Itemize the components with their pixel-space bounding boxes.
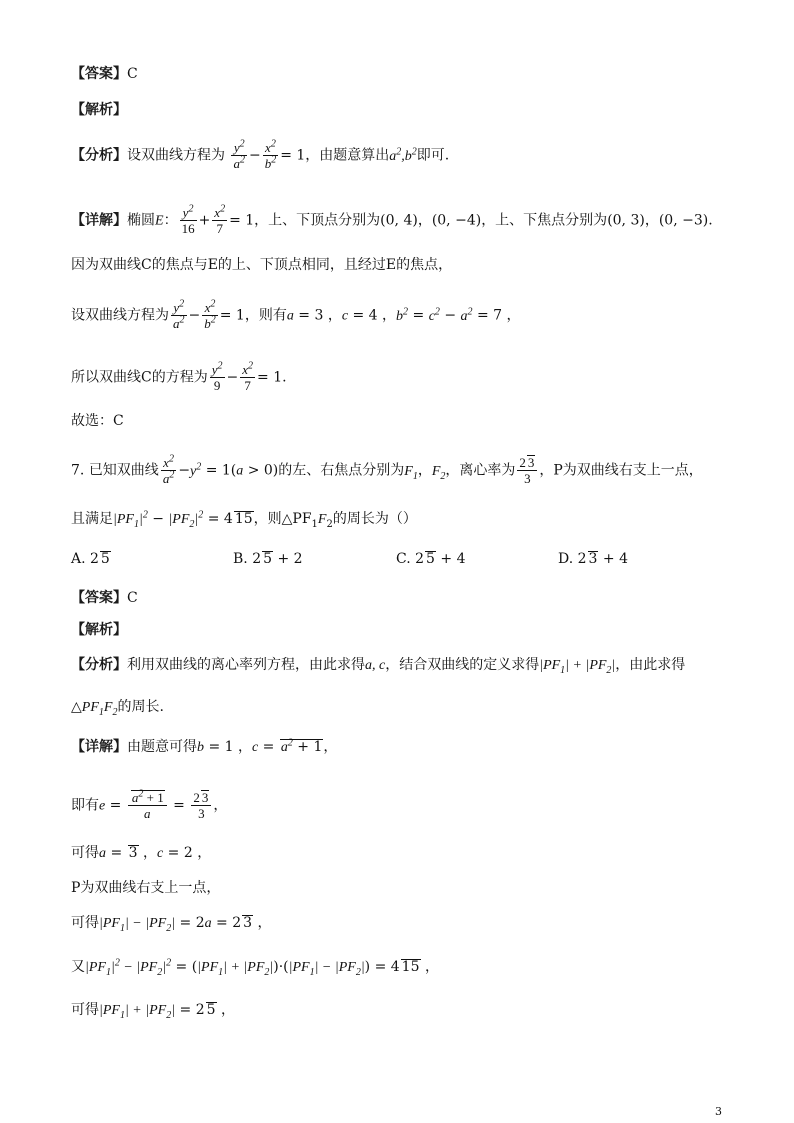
q6-line3-text-b: ，则有 — [244, 307, 287, 324]
xiangjie-label: 【详解】 — [71, 212, 127, 229]
analysis-label: 【解析】 — [71, 622, 127, 638]
q6-fenxi-text-c: 即可. — [416, 147, 450, 164]
q6-detail-text-c: ，上、下焦点分别为 — [481, 212, 608, 229]
frac-x2-7: $\frac{x^2}{7}$ — [214, 203, 226, 236]
q7-fenxi2-text: 的周长. — [117, 699, 164, 715]
q7-l6-text: 又 — [71, 959, 85, 975]
fenxi-label: 【分析】 — [71, 147, 127, 164]
q7-detail-line-1: 【详解】由题意可得b = 1 ，$c = a^2 + 1$， — [71, 737, 338, 755]
q7-number: 7. — [71, 462, 85, 479]
option-d: D. 2 3 + 4 — [558, 551, 629, 567]
q6-detail-text-a: 椭圆 — [127, 212, 155, 229]
q6-fenxi-text-b: ，由题意算出 — [305, 147, 390, 164]
q7-l7-text: 可得 — [71, 1002, 99, 1018]
q7-fenxi-line: 【分析】利用双曲线的离心率列方程，由此求得a, c，结合双曲线的定义求得$|PF_1| + |PF_2|$，由此求得 — [71, 657, 686, 676]
q7-answer-value: C — [127, 590, 138, 606]
option-a-label: A. — [71, 551, 86, 567]
q6-line4-text-a: 所以双曲线C的方程为 — [71, 369, 208, 386]
q7-l2-text: 即有 — [71, 797, 99, 814]
q6-fenxi-text-a: 设双曲线方程为 — [127, 147, 225, 164]
q7-fenxi-text-c: ，由此求得 — [615, 657, 686, 673]
q6-line3-text-a: 设双曲线方程为 — [71, 307, 169, 324]
q6-detail-line-2: 因为双曲线C的焦点与E的上、下顶点相同，且经过E的焦点， — [71, 257, 453, 273]
q7-detail-line-6: 又$|PF_1|^2 - |PF_2|^2 = (|PF_1| + |PF_2|)\cdot(|PF_1| - |PF_2|) = 4$ 15 ， — [71, 957, 439, 978]
option-b: B. 2 5 + 2 — [233, 551, 303, 567]
q7-l3-text: 可得 — [71, 845, 99, 861]
frac-y2-16: $\frac{y^2}{16}$ — [181, 203, 195, 236]
q7-fenxi-line-2: $\triangle PF_1F_2$的周长. — [71, 699, 164, 718]
option-c: C. 2 5 + 4 — [396, 551, 466, 567]
frac-x2-b2: $\frac{x^2}{b^2}$ — [264, 138, 277, 171]
q7-stem2-text-b: ，则△PF — [253, 511, 312, 527]
q7-fenxi-text-b: ，结合双曲线的定义求得 — [385, 657, 540, 673]
analysis-label: 【解析】 — [71, 102, 127, 118]
q7-stem-text-b: 的左、右焦点分别为 — [278, 462, 405, 479]
page-number: 3 — [715, 1105, 722, 1118]
q7-fenxi-text-a: 利用双曲线的离心率列方程，由此求得 — [127, 657, 365, 673]
q7-stem-line-1: 7. 已知双曲线 $\frac{x^2}{a^2}$ $-y^2 = 1(a > 0)$的左、右焦点分别为$F_1$，$F_2$，离心率为 $\frac{2 3}{3}$ ，P为双曲线右支上一点， — [71, 453, 703, 486]
q6-choose-line: 故选：C — [71, 413, 124, 429]
q7-stem2-text-c: 的周长为（） — [332, 511, 417, 527]
q7-stem-text-a: 已知双曲线 — [88, 462, 159, 479]
q7-stem-text-d: ，P为双曲线右支上一点， — [539, 462, 703, 479]
q7-stem2-text-a: 且满足 — [71, 511, 113, 527]
option-a: A. 2 5 — [71, 551, 110, 567]
option-b-label: B. — [233, 551, 248, 567]
frac-y2-a2: $\frac{y^2}{a^2}$ — [233, 138, 245, 171]
q7-detail-line-5: 可得$|PF_1| - |PF_2| = 2a = 2$ 3 ， — [71, 915, 272, 934]
q6-answer-value: C — [127, 66, 138, 82]
q6-answer-line — [71, 64, 138, 84]
q7-detail-line-7: 可得$|PF_1| + |PF_2| = 2$ 5 ， — [71, 1002, 235, 1021]
q7-detail-line-3: 可得a = 3 ，c = 2 ， — [71, 845, 212, 861]
option-c-label: C. — [396, 551, 411, 567]
q7-stem-text-c: ，离心率为 — [445, 462, 516, 479]
q7-l5-text: 可得 — [71, 915, 99, 931]
q6-detail-text-b: ，上、下顶点分别为 — [254, 212, 381, 229]
answer-label: 【答案】 — [71, 66, 127, 82]
option-d-label: D. — [558, 551, 574, 567]
xiangjie-label: 【详解】 — [71, 739, 127, 755]
answer-label: 【答案】 — [71, 590, 127, 606]
fenxi-label: 【分析】 — [71, 657, 127, 673]
q6-detail-text-d: . — [708, 212, 713, 229]
q7-detail1-text: 由题意可得 — [127, 739, 197, 755]
q7-stem-line-2: 且满足$|PF_1|^2 - |PF_2|^2 = 4$ 15，则$\triangle PF_1F_2$的周长为（） — [71, 509, 417, 530]
q6-detail-line-1: 【详解】椭圆E： $\frac{y^2}{16}$ + $\frac{x^2}{7}$ = 1，上、下顶点分别为(0, 4)，(0, −4)，上、下焦点分别为(0, 3)，(0, −3). — [71, 203, 713, 236]
q7-detail-line-2: 即有e = $\frac{a^2 + 1}{a}$ = $\frac{2 3}{3}$ ， — [71, 788, 228, 821]
q6-detail-line-3: 设双曲线方程为 $\frac{y^2}{a^2}$ − $\frac{x^2}{b^2}$ = 1，则有a = 3 ，c = 4 ，$b^2 = c^2 - a^2 = 7$ ， — [71, 298, 521, 331]
q7-answer-line — [71, 588, 138, 608]
q7-analysis-line — [71, 620, 127, 640]
q6-fenxi-line: 【分析】设双曲线方程为 $\frac{y^2}{a^2}$ − $\frac{x^2}{b^2}$ = 1，由题意算出$a^2,b^2$即可. — [71, 138, 450, 171]
q6-analysis-line — [71, 100, 127, 120]
q6-detail-line-4: 所以双曲线C的方程为 $\frac{y^2}{9}$ − $\frac{x^2}{7}$ = 1. — [71, 360, 287, 393]
q7-detail-line-4: P为双曲线右支上一点， — [71, 880, 221, 896]
